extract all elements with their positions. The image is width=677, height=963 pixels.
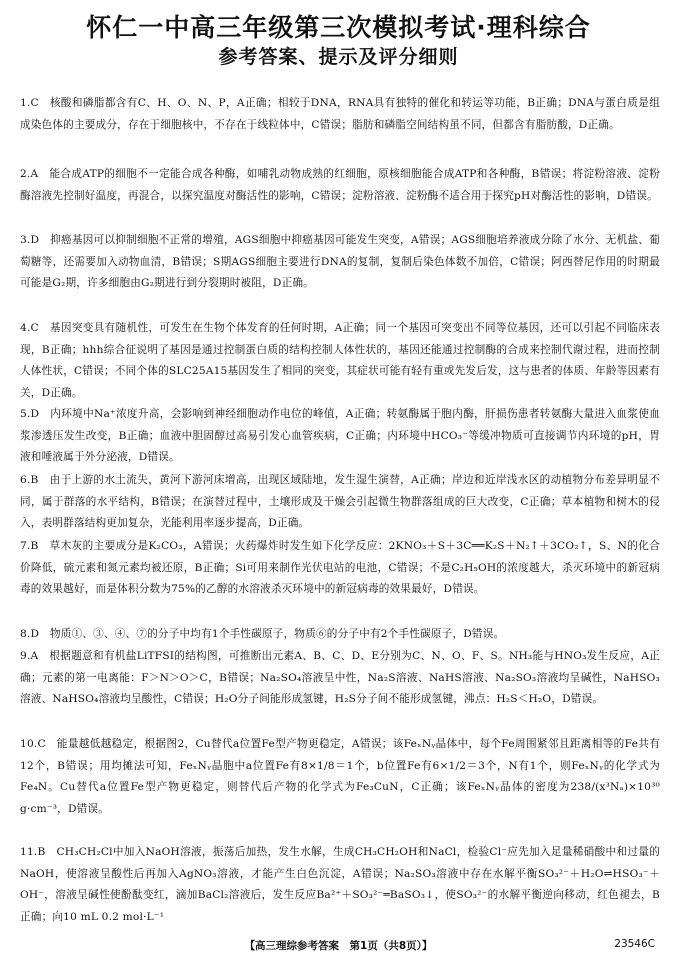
question-answer-10: 10.C 能量越低越稳定，根据图2，Cu替代a位置Fe型产物更稳定，A错误；该FeₓNᵧ晶体中，每个Fe周围紧邻且距离相等的Fe共有12个，B错误；用均摊法可知，FeₓNᵧ晶胞中a位置Fe有8×1/8＝1个，b位置Fe有6×1/2＝3个，N有1个，则FeₓNᵧ的化学式为Fe₄N。Cu替代a位置Fe型产物更稳定，则替代后产物的化学式为Fe₃CuN，C正确；该FeₓNᵧ晶体的密度为238/(x³Nₐ)×10³⁰ g·cm⁻³，D错误。	[20, 738, 660, 815]
question-answer-5: 5.D 内环境中Na⁺浓度升高，会影响到神经细胞动作电位的峰值，A正确；转氨酶属于胞内酶，肝损伤患者转氨酶大量进入血浆使血浆渗透压发生改变，B正确；血液中胆固醇过高易引发心血管疾病，C正确；内环境中HCO₃⁻等缓冲物质可直接调节内环境的pH，胃液和唾液属于外分泌液，D错误。	[20, 408, 660, 464]
question-answer-6: 6.B 由于上游的水土流失，黄河下游河床增高，出现区域陆地，发生湿生演替，A正确；岸边和近岸浅水区的动植物分布差异明显不同，属于群落的水平结构，B错误；在演替过程中，土壤形成及干燥会引起微生物群落组成的巨大改变，C正确；草本植物和树木的侵入，表明群落结构更加复杂，光能利用率逐步提高，D正确。	[20, 474, 660, 530]
question-answer-1: 1.C 核酸和磷脂都含有C、H、O、N、P，A正确；相较于DNA，RNA具有独特的催化和转运等功能，B正确；DNA与蛋白质是组成染色体的主要成分，存在于细胞核中，不存在于线粒体中，C错误；脂肪和磷脂空间结构虽不同，但都含有脂肪酸，D正确。	[20, 97, 660, 131]
page-subtitle: 参考答案、提示及评分细则	[218, 46, 459, 68]
footer-code: 23546C	[614, 938, 655, 950]
question-answer-3: 3.D 抑癌基因可以抑制细胞不正常的增殖，AGS细胞中抑癌基因可能发生突变，A错误；AGS细胞培养液成分除了水分、无机盐、葡萄糖等，还需要加入动物血清，B错误；S期AGS细胞主要进行DNA的复制，复制后染色体数不加倍，C错误；阿西替尼作用的时期最可能是G₂期，许多细胞由G₂期进行到分裂期时被阻，D正确。	[20, 234, 660, 290]
question-answer-4: 4.C 基因突变具有随机性，可发生在生物个体发育的任何时期，A正确；同一个基因可突变出不同等位基因，还可以引起不同临床表现，B正确；hhh综合征说明了基因是通过控制蛋白质的结构控制人体性状的，基因还能通过控制酶的合成来控制代谢过程，进而控制人体性状，C错误；不同个体的SLC25A15基因发生了相同的突变，其症状可能有轻有重或先发后发，这与患者的体质、年龄等因素有关，D正确。	[20, 322, 660, 399]
question-answer-9: 9.A 根据题意和有机盐LiTFSI的结构图，可推断出元素A、B、C、D、E分别为C、N、O、F、S。NH₃能与HNO₃发生反应，A正确；元素的第一电离能：F＞N＞O＞C，B错误；Na₂SO₄溶液呈中性，Na₂S溶液、NaHS溶液、Na₂SO₃溶液均呈碱性，NaHSO₃溶液、NaHSO₄溶液均呈酸性，C错误；H₂O分子间能形成氢键，H₂S分子间不能形成氢键，沸点：H₂S＜H₂O，D错误。	[20, 650, 660, 706]
question-answer-7: 7.B 草木灰的主要成分是K₂CO₃，A错误；火药爆炸时发生如下化学反应：2KNO₃＋S＋3C══K₂S＋N₂↑＋3CO₂↑，S、N的化合价降低，硫元素和氮元素均被还原，B正确；Si可用来制作光伏电站的电池，C错误；不是C₂H₅OH的浓度越大，杀灭环境中的新冠病毒的效果越好，而是体积分数为75%的乙醇的水溶液杀灭环境中的新冠病毒的效果最好，D错误。	[20, 540, 660, 596]
question-answer-8: 8.D 物质①、③、④、⑦的分子中均有1个手性碳原子，物质⑥的分子中有2个手性碳原子，D错误。	[20, 628, 505, 640]
page-title: 怀仁一中高三年级第三次模拟考试·理科综合	[86, 13, 591, 42]
question-answer-2: 2.A 能合成ATP的细胞不一定能合成各种酶，如哺乳动物成熟的红细胞，原核细胞能合成ATP和各种酶，B错误；将淀粉溶液、淀粉酶溶液先控制好温度，再混合，以探究温度对酶活性的影响，C错误；淀粉溶液、淀粉酶不适合用于探究pH对酶活性的影响，D错误。	[20, 168, 660, 202]
footer-page-label: 【高三理综参考答案 第1页（共8页）】	[244, 940, 433, 952]
question-answer-11: 11.B CH₃CH₂Cl中加入NaOH溶液，振荡后加热，发生水解，生成CH₃CH₂OH和NaCl，检验Cl⁻应先加入足量稀硝酸中和过量的NaOH，使溶液呈酸性后再加入AgNO₃溶液，才能产生白色沉淀，A错误；Na₂SO₃溶液中存在水解平衡SO₃²⁻＋H₂O⇌HSO₃⁻＋OH⁻，溶液呈碱性使酚酞变红，滴加BaCl₂溶液后，发生反应Ba²⁺＋SO₃²⁻═BaSO₃↓，使SO₃²⁻的水解平衡逆向移动，红色褪去，B正确；向10 mL 0.2 mol·L⁻¹	[20, 846, 660, 923]
